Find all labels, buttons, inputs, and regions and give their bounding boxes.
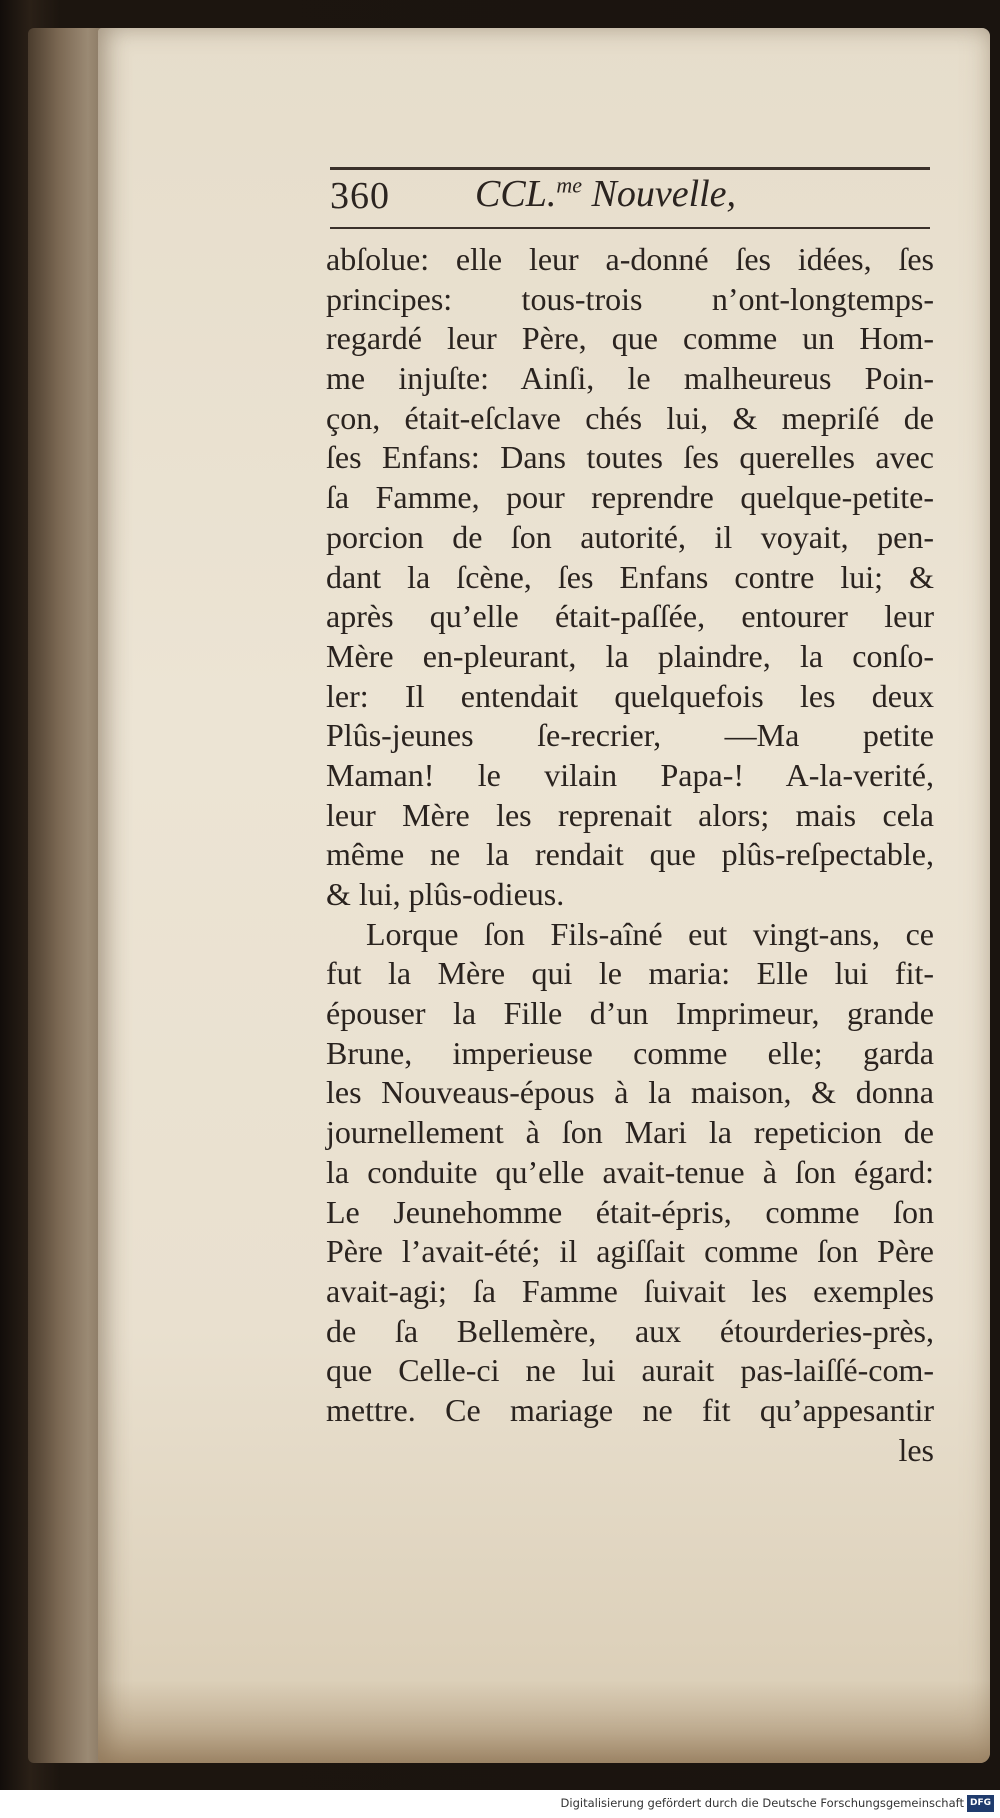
text-line: épouser la Fille d’un Imprimeur, grande xyxy=(326,995,934,1032)
header-rule-top xyxy=(330,167,930,170)
text-line: fut la Mère qui le maria: Elle lui fit- xyxy=(326,955,934,992)
text-line: Père l’avait-été; il agiſſait comme ſon Père xyxy=(326,1233,934,1270)
running-head-suffix: Nouvelle, xyxy=(581,173,737,215)
header-rule-bottom xyxy=(330,227,930,229)
text-line: ſes Enfans: Dans toutes ſes querelles avec xyxy=(326,439,934,476)
text-line: dant la ſcène, ſes Enfans contre lui; & xyxy=(326,558,934,595)
text-line: Brune, imperieuse comme elle; garda xyxy=(326,1034,934,1071)
page-bottom-stain xyxy=(98,1680,990,1763)
footer-bar xyxy=(0,1790,1000,1818)
text-line: Mère en-pleurant, la plaindre, la conſo- xyxy=(326,637,934,674)
text-line: abſolue: elle leur a-donné ſes idées, ſes xyxy=(326,241,934,277)
body-text xyxy=(326,240,934,1470)
text-line: les Nouveaus-épous à la maison, & donna xyxy=(326,1074,934,1111)
page-header xyxy=(330,172,930,224)
text-line: même ne la rendait que plûs-reſpectable, xyxy=(326,836,934,873)
text-line-paragraph-end: & lui, plûs-odieus. xyxy=(326,876,565,912)
text-line: ler: Il entendait quelquefois les deux xyxy=(326,677,934,714)
catchword: les xyxy=(898,1431,934,1468)
text-line: Le Jeunehomme était-épris, comme ſon xyxy=(326,1193,934,1230)
text-line: journellement à ſon Mari la repeticion de xyxy=(326,1114,934,1151)
text-line: regardé leur Père, que comme un Hom- xyxy=(326,320,934,357)
text-line: Maman! le vilain Papa-! A-la-verité, xyxy=(326,756,934,793)
text-line: Plûs-jeunes ſe-recrier, —Ma petite xyxy=(326,717,934,754)
text-line: me injuſte: Ainſi, le malheureus Poin- xyxy=(326,360,934,397)
text-line: çon, était-eſclave chés lui, & mepriſé de xyxy=(326,399,934,436)
text-line: porcion de ſon autorité, il voyait, pen- xyxy=(326,518,934,555)
running-head-superscript: me xyxy=(556,172,582,198)
text-line: principes: tous-trois n’ont-longtemps- xyxy=(326,280,934,317)
text-line: mettre. Ce mariage ne fit qu’appesantir xyxy=(326,1391,934,1428)
running-head-prefix: CCL. xyxy=(475,173,557,215)
text-line: que Celle-ci ne lui aurait pas-laiſſé-com- xyxy=(326,1352,934,1389)
running-head xyxy=(475,172,736,216)
text-line: après qu’elle était-paſſée, entourer leur xyxy=(326,598,934,635)
text-line-paragraph-start: Lorque ſon Fils-aîné eut vingt-ans, ce xyxy=(366,915,934,952)
digitization-credit: Digitalisierung gefördert durch die Deutsche Forschungsgemeinschaft xyxy=(560,1796,964,1810)
dfg-logo: DFG xyxy=(967,1795,994,1812)
text-line: de ſa Bellemère, aux étourderies-près, xyxy=(326,1312,934,1349)
text-line: leur Mère les reprenait alors; mais cela xyxy=(326,796,934,833)
text-line: la conduite qu’elle avait-tenue à ſon égard: xyxy=(326,1153,934,1190)
text-line: avait-agi; ſa Famme ſuivait les exemples xyxy=(326,1272,934,1309)
page-number: 360 xyxy=(330,175,390,217)
text-line: ſa Famme, pour reprendre quelque-petite- xyxy=(326,479,934,516)
